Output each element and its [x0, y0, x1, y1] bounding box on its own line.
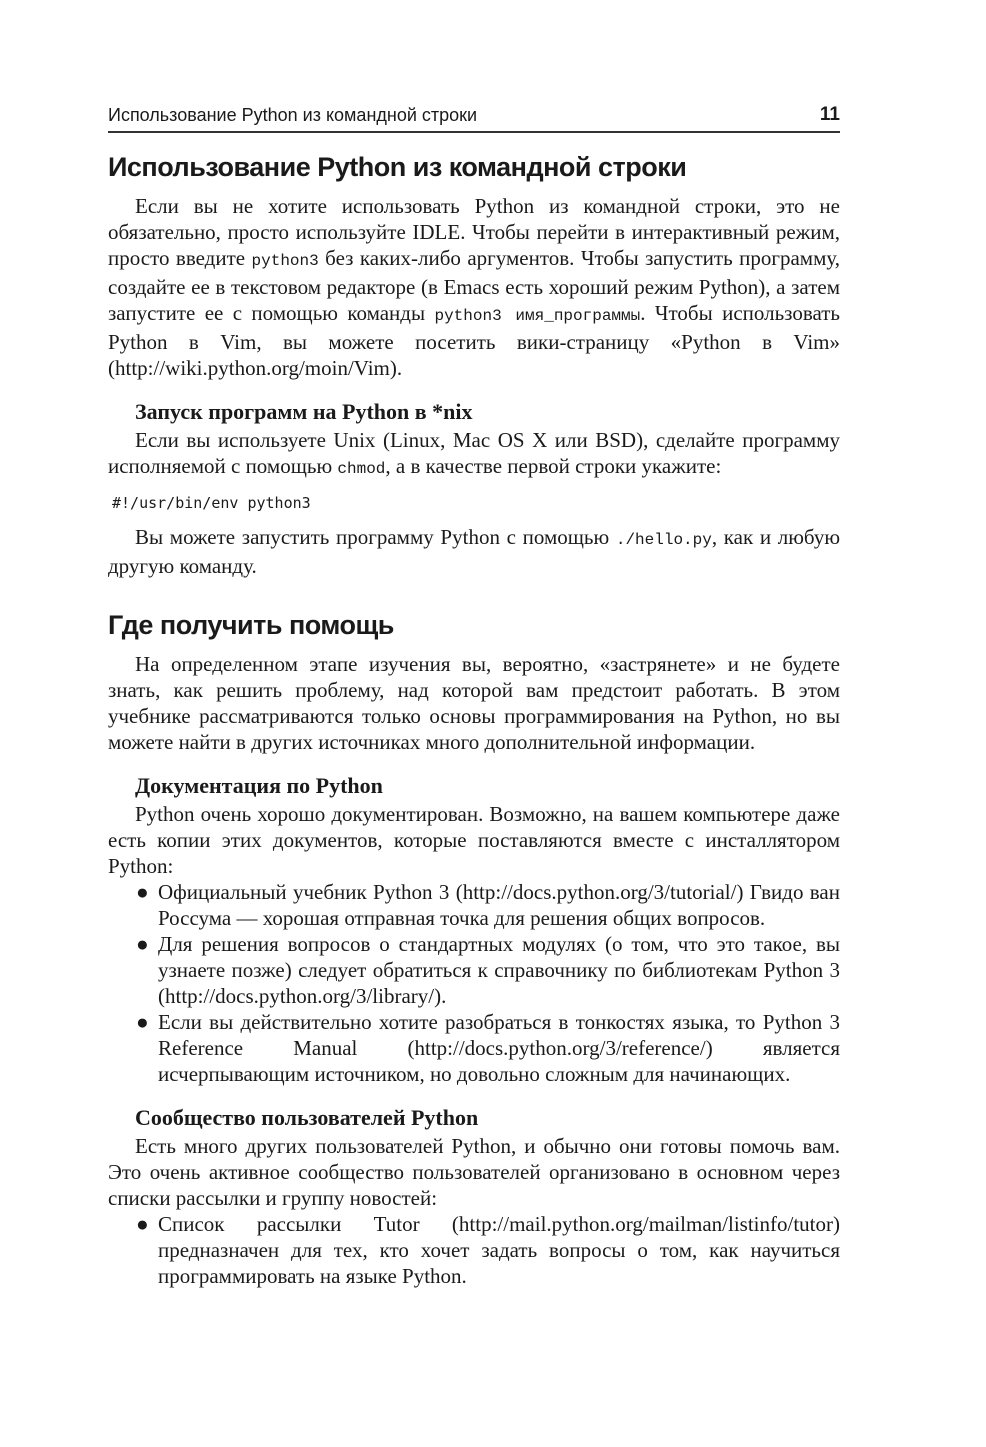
text-run: Вы можете запустить программу Python с помощью: [135, 525, 616, 549]
paragraph-intro: [108, 193, 840, 381]
running-title: Использование Python из командной строки: [108, 105, 478, 125]
list-item-text: Официальный учебник Python 3 (http://docs.python.org/3/tutorial/) Гвидо ван Россума — хорошая отправная точка для решения общих вопросов.: [158, 880, 840, 930]
bullet-icon: ●: [136, 1212, 149, 1236]
inline-code: python3 имя_программы: [434, 307, 641, 325]
bullet-icon: ●: [136, 932, 149, 956]
text-run: Если вы не хотите использовать Python из командной строки, это не обязательно, просто используйте IDLE. Чтобы перейти в интерактивный режим, просто введите: [108, 194, 840, 270]
inline-code: python3: [251, 252, 319, 270]
list-item-text: Если вы действительно хотите разобраться в тонкостях языка, то Python 3 Reference Manual (http://docs.python.org/3/reference/) является исчерпывающим источником, но довольно сложным для начинающих.: [158, 1010, 840, 1086]
text-run: . Чтобы использовать Python в Vim, вы можете посетить вики-страницу «Python в Vim» (http://wiki.python.org/moin/Vim).: [108, 301, 841, 380]
section-title-help: Где получить помощь: [108, 610, 394, 640]
paragraph-community: Есть много других пользователей Python, и обычно они готовы помочь вам. Это очень активное сообщество пользователей организовано в основном через списки рассылки и группу новостей:: [108, 1134, 840, 1210]
list-item: [136, 1009, 840, 1087]
docs-list: [108, 879, 840, 1087]
paragraph-run-program: [108, 524, 840, 579]
subsection-title-nix: Запуск программ на Python в *nix: [135, 399, 473, 424]
code-block-shebang: #!/usr/bin/env python3: [112, 494, 311, 512]
inline-code: ./hello.py: [615, 531, 712, 549]
text-run: , а в качестве первой строки укажите:: [385, 454, 722, 478]
list-item: [136, 1211, 840, 1289]
text-run: без каких-либо аргументов. Чтобы запустить программу, создайте ее в текстовом редакторе (в Emacs есть хороший режим Python), а затем запустите ее с помощью команды: [108, 246, 841, 325]
text-run: Если вы используете Unix (Linux, Mac OS X или BSD), сделайте программу исполняемой с помощью: [108, 428, 840, 478]
inline-code: chmod: [337, 460, 386, 478]
book-page: [108, 104, 840, 1289]
subsection-title-community: Сообщество пользователей Python: [135, 1105, 479, 1130]
section-title-command-line: Использование Python из командной строки: [108, 152, 687, 182]
subsection-title-docs: Документация по Python: [135, 773, 383, 798]
list-item-text: Для решения вопросов о стандартных модулях (о том, что это такое, вы узнаете позже) следует обратиться к справочнику по библиотекам Python 3 (http://docs.python.org/3/library/).: [158, 932, 840, 1008]
list-item-text: Список рассылки Tutor (http://mail.python.org/mailman/listinfo/tutor) предназначен для тех, кто хочет задать вопросы о том, как научиться программировать на языке Python.: [158, 1212, 840, 1288]
list-item: [136, 931, 840, 1009]
paragraph-help-intro: На определенном этапе изучения вы, вероятно, «застрянете» и не будете знать, как решить проблему, над которой вам предстоит работать. В этом учебнике рассматриваются только основы программирования на Python, но вы можете найти в других источниках много дополнительной информации.: [108, 652, 840, 754]
paragraph-docs: Python очень хорошо документирован. Возможно, на вашем компьютере даже есть копии этих документов, которые поставляются вместе с инсталлятором Python:: [108, 802, 840, 878]
running-header: [108, 104, 840, 133]
list-item: [136, 879, 840, 931]
bullet-icon: ●: [136, 880, 149, 904]
community-list: [108, 1211, 840, 1289]
text-run: , как и любую другую команду.: [108, 525, 841, 578]
paragraph-chmod: [108, 427, 840, 482]
bullet-icon: ●: [136, 1010, 149, 1034]
page-number: 11: [819, 104, 840, 125]
